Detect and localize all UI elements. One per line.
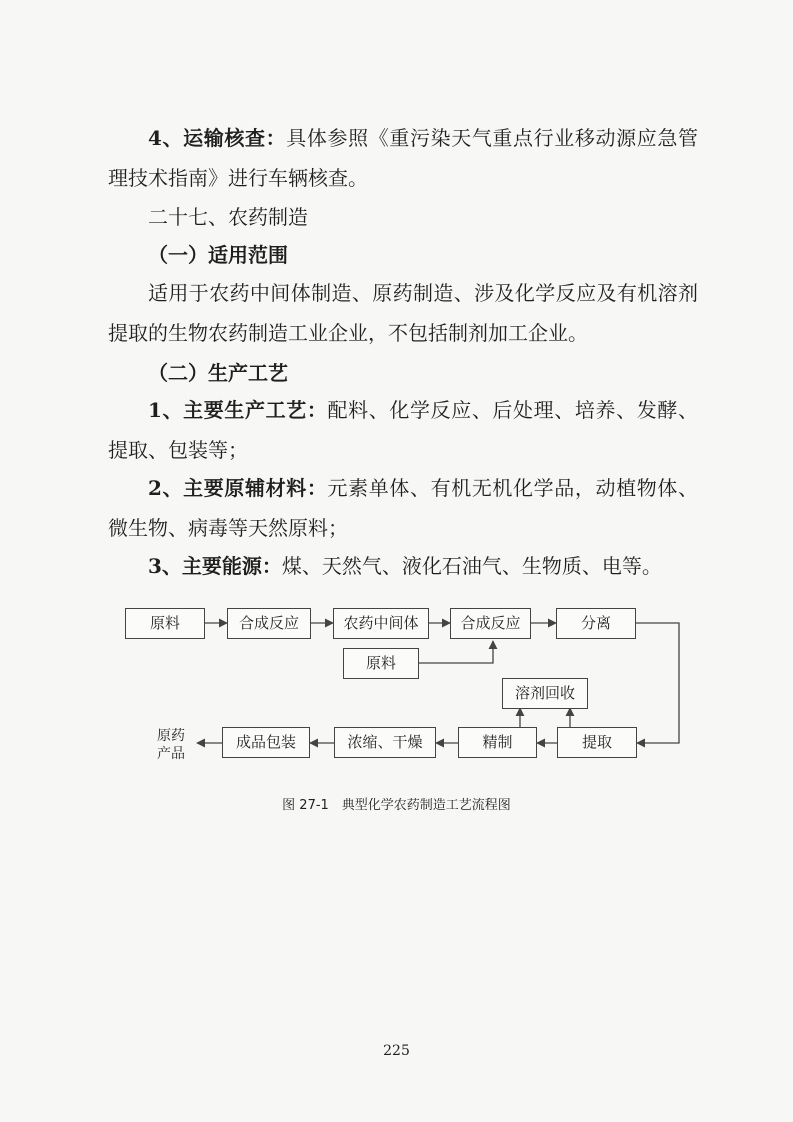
flow-box-concentrate-dry: 浓缩、干燥 [334, 727, 436, 758]
flow-box-intermediate: 农药中间体 [333, 608, 429, 639]
process-heading: （二）生产工艺 [148, 361, 288, 385]
process-item-2-text: 元素单体、有机无机化学品，动植物体、微生物、病毒等天然原料； [108, 476, 698, 540]
flow-box-extraction: 提取 [557, 727, 637, 758]
scope-paragraph [108, 273, 698, 353]
scope-text: 适用于农药中间体制造、原药制造、涉及化学反应及有机溶剂提取的生物农药制造工业企业，不包括制剂加工企业。 [108, 281, 698, 345]
figure-caption: 图 27-1 典型化学农药制造工艺流程图 [282, 798, 511, 813]
flow-box-synthesis-1: 合成反应 [227, 608, 311, 639]
scope-heading: （一）适用范围 [148, 243, 288, 267]
arrow-raw2-to-synthesis [419, 641, 493, 663]
flow-box-separation: 分离 [556, 608, 636, 639]
process-item-2-label: 2、主要原辅材料： [148, 476, 328, 500]
process-item-3-text: 煤、天然气、液化石油气、生物质、电等。 [281, 554, 662, 578]
transport-check-label: 4、运输核查： [148, 126, 287, 150]
flow-box-packaging: 成品包装 [222, 727, 310, 758]
transport-check-text: 具体参照《重污染天气重点行业移动源应急管理技术指南》进行车辆核查。 [108, 126, 698, 190]
process-item-3 [108, 546, 698, 586]
transport-check-paragraph [108, 118, 698, 198]
process-item-1-label: 1、主要生产工艺： [148, 398, 328, 422]
page-number: 225 [383, 1043, 410, 1059]
process-item-2 [108, 468, 698, 548]
flow-box-solvent-recovery: 溶剂回收 [502, 678, 588, 709]
process-item-3-label: 3、主要能源： [148, 554, 282, 578]
flow-product-line2: 产品 [157, 746, 185, 762]
flow-product-label [148, 727, 194, 763]
flow-box-raw-material-2: 原料 [343, 648, 419, 679]
flow-box-synthesis-2: 合成反应 [450, 608, 531, 639]
chapter-title: 二十七、农药制造 [148, 205, 308, 229]
arrow-separation-to-extraction [636, 623, 679, 743]
flow-product-line1: 原药 [157, 728, 185, 744]
process-item-1-text: 配料、化学反应、后处理、培养、发酵、提取、包装等； [108, 398, 698, 462]
process-item-1 [108, 390, 698, 470]
flow-box-refining: 精制 [458, 727, 537, 758]
flow-box-raw-material-1: 原料 [125, 608, 205, 639]
